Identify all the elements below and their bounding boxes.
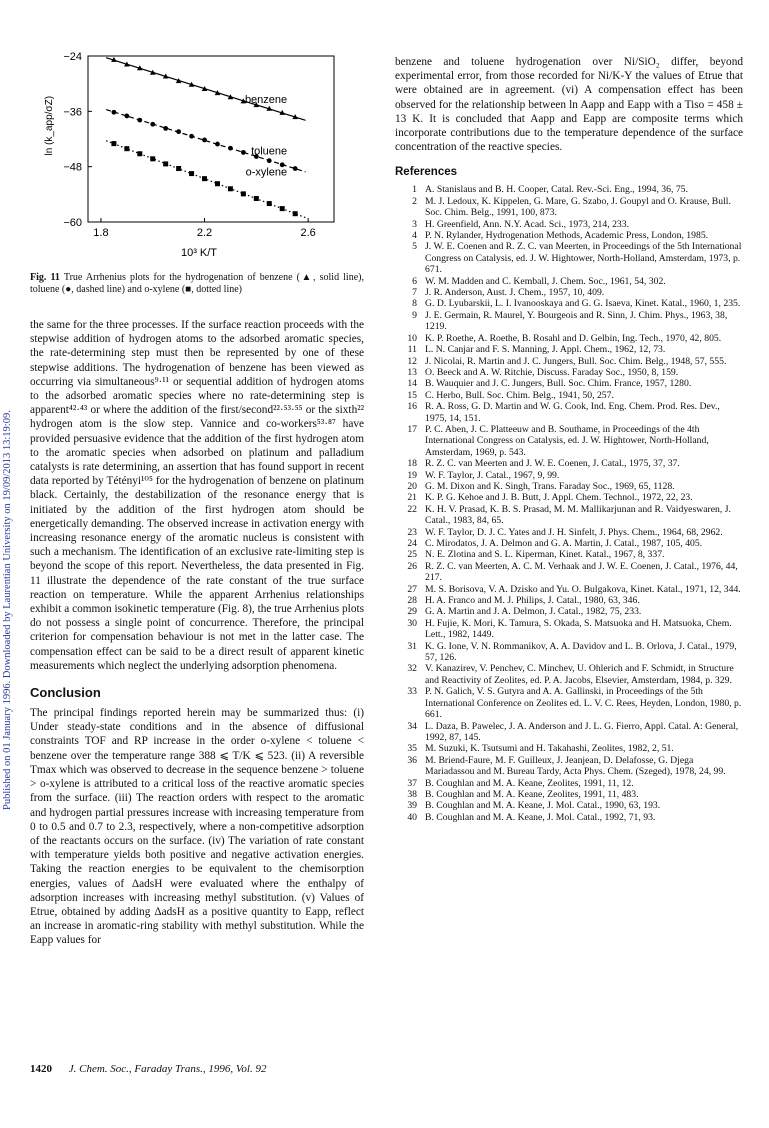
reference-number: 39: [407, 800, 417, 812]
reference-text: K. G. Ione, V. N. Rommanikov, A. A. Davidov and L. B. Orlova, J. Catal., 1979, 57, 126.: [425, 640, 737, 664]
reference-text: M. S. Borisova, V. A. Dzisko and Yu. O. Bulgakova, Kinet. Katal., 1971, 12, 344.: [425, 583, 741, 595]
reference-number: 40: [407, 811, 417, 823]
reference-item: [395, 618, 743, 641]
reference-item: [395, 800, 743, 811]
reference-text: K. H. V. Prasad, K. B. S. Prasad, M. M. Mallikarjunan and R. Vaidyeswaren, J. Catal., 1983, 84, 65.: [425, 503, 731, 527]
reference-item: [395, 298, 743, 309]
reference-text: B. Coughlan and M. A. Keane, Zeolites, 1991, 11, 483.: [425, 788, 639, 800]
reference-number: 18: [407, 458, 417, 470]
reference-text: H. A. Franco and M. J. Philips, J. Catal., 1980, 63, 346.: [425, 595, 640, 607]
reference-item: [395, 196, 743, 219]
reference-number: 3: [412, 218, 417, 230]
reference-text: G. A. Martin and J. A. Delmon, J. Catal., 1982, 75, 233.: [425, 606, 642, 618]
reference-item: [395, 276, 743, 287]
reference-number: 29: [407, 606, 417, 618]
left-column: [30, 48, 364, 948]
reference-text: G. M. Dixon and K. Singh, Trans. Faraday Soc., 1969, 65, 1128.: [425, 480, 675, 492]
reference-item: [395, 470, 743, 481]
reference-number: 12: [407, 355, 417, 367]
reference-text: N. E. Zlotina and S. L. Kiperman, Kinet. Katal., 1967, 8, 337.: [425, 549, 665, 561]
reference-number: 27: [407, 583, 417, 595]
y-tick-label: −36: [63, 106, 82, 119]
data-point-o-xylene: [215, 181, 220, 186]
reference-text: J. E. Germain, R. Maurel, Y. Bourgeois and R. Sinn, J. Chim. Phys., 1963, 38, 1219.: [425, 309, 728, 333]
reference-item: [395, 310, 743, 333]
reference-text: B. Coughlan and M. A. Keane, Zeolites, 1991, 11, 12.: [425, 777, 634, 789]
plot-frame: [88, 56, 334, 222]
reference-text: M. Suzuki, K. Tsutsumi and H. Takahashi, Zeolites, 1982, 2, 51.: [425, 743, 674, 755]
reference-text: L. N. Canjar and F. S. Manning, J. Appl. Chem., 1962, 12, 73.: [425, 344, 666, 356]
reference-item: [395, 686, 743, 720]
reference-text: M. J. Ledoux, K. Kippelen, G. Mare, G. Szabo, J. Goupyl and O. Krause, Bull. Soc. Chim. Belg., 1991, 100, 873.: [425, 195, 731, 219]
reference-item: [395, 606, 743, 617]
conclusion-heading: Conclusion: [30, 685, 101, 701]
reference-item: [395, 356, 743, 367]
reference-number: 1: [412, 184, 417, 196]
x-tick-label: 2.6: [300, 227, 316, 239]
reference-item: [395, 721, 743, 744]
reference-number: 28: [407, 595, 417, 607]
reference-item: [395, 230, 743, 241]
reference-number: 19: [407, 469, 417, 481]
reference-number: 20: [407, 480, 417, 492]
reference-number: 5: [412, 241, 417, 253]
data-point-toluene: [150, 122, 155, 127]
reference-item: [395, 333, 743, 344]
reference-item: [395, 367, 743, 378]
reference-text: W. M. Madden and C. Kemball, J. Chem. Soc., 1961, 54, 302.: [425, 275, 666, 287]
data-point-toluene: [189, 134, 194, 139]
reference-text: J. R. Anderson, Aust. J. Chem., 1957, 10, 409.: [425, 287, 605, 299]
data-point-o-xylene: [267, 201, 272, 206]
data-point-toluene: [202, 138, 207, 143]
data-point-o-xylene: [280, 206, 285, 211]
data-point-o-xylene: [228, 186, 233, 191]
references-list: [395, 184, 743, 823]
reference-item: [395, 527, 743, 538]
reference-text: R. Z. C. van Meerten and J. W. E. Coenen, J. Catal., 1975, 37, 37.: [425, 458, 680, 470]
reference-number: 21: [407, 492, 417, 504]
journal-citation: J. Chem. Soc., Faraday Trans., 1996, Vol. 92: [68, 1063, 267, 1075]
data-point-toluene: [176, 129, 181, 134]
reference-text: O. Beeck and A. W. Ritchie, Discuss. Faraday Soc., 1950, 8, 159.: [425, 366, 679, 378]
data-point-toluene: [124, 114, 129, 119]
data-point-o-xylene: [163, 161, 168, 166]
page-footer: [30, 1063, 266, 1075]
y-tick-label: −60: [63, 217, 82, 229]
data-point-o-xylene: [241, 191, 246, 196]
reference-text: H. Fujie, K. Mori, K. Tamura, S. Okada, S. Matsuoka and H. Matsuoka, Chem. Lett., 1982, 1449.: [425, 617, 732, 641]
reference-item: [395, 184, 743, 195]
reference-text: A. Stanislaus and B. H. Cooper, Catal. Rev.-Sci. Eng., 1994, 36, 75.: [425, 184, 688, 196]
caption-label: Fig. 11: [30, 272, 60, 283]
data-point-o-xylene: [150, 156, 155, 161]
data-point-o-xylene: [137, 151, 142, 156]
reference-item: [395, 241, 743, 275]
reference-number: 15: [407, 389, 417, 401]
reference-item: [395, 549, 743, 560]
reference-number: 26: [407, 560, 417, 572]
reference-number: 14: [407, 378, 417, 390]
reference-number: 32: [407, 663, 417, 675]
reference-text: K. P. Roethe, A. Roethe, B. Rosahl and D. Gelbin, Ing. Tech., 1970, 42, 805.: [425, 332, 722, 344]
reference-text: C. Mirodatos, J. A. Delmon and G. A. Martin, J. Catal., 1987, 105, 405.: [425, 538, 703, 550]
reference-number: 30: [407, 617, 417, 629]
reference-text: R. Z. C. van Meerten, A. C. M. Verhaak and J. W. E. Coenen, J. Catal., 1976, 44, 217.: [425, 560, 738, 584]
reference-text: B. Wauquier and J. C. Jungers, Bull. Soc. Chim. France, 1957, 1280.: [425, 378, 692, 390]
reference-item: [395, 641, 743, 664]
reference-number: 4: [412, 230, 417, 242]
data-point-o-xylene: [189, 171, 194, 176]
data-point-o-xylene: [202, 176, 207, 181]
reference-item: [395, 390, 743, 401]
x-axis-label: 10³ K/T: [180, 247, 218, 259]
reference-number: 23: [407, 526, 417, 538]
reference-text: J. Nicolai, R. Martin and J. C. Jungers, Bull. Soc. Chim. Belg., 1948, 57, 555.: [425, 355, 727, 367]
reference-text: P. N. Galich, V. S. Gutyra and A. A. Gallinski, in Proceedings of the 5th International Conference on Zeolites ed. L. V. C. Rees, Heyden, London, 1980, p. 661.: [425, 686, 742, 721]
sidebar-note-text: Published on 01 January 1996. Downloaded by Laurentian University on 19/09/2013 13:19:09.: [2, 410, 13, 810]
reference-number: 11: [407, 344, 417, 356]
data-point-toluene: [163, 126, 168, 131]
reference-item: [395, 458, 743, 469]
page-number: 1420: [30, 1063, 52, 1075]
reference-item: [395, 504, 743, 527]
reference-number: 6: [412, 275, 417, 287]
chart-svg: [30, 48, 364, 268]
reference-item: [395, 743, 743, 754]
reference-item: [395, 219, 743, 230]
publication-sidebar-note: [2, 250, 16, 810]
reference-item: [395, 595, 743, 606]
series-label-o-xylene: o-xylene: [245, 166, 288, 179]
data-point-o-xylene: [254, 196, 259, 201]
reference-number: 31: [407, 640, 417, 652]
reference-number: 34: [407, 720, 417, 732]
reference-text: H. Greenfield, Ann. N.Y. Acad. Sci., 1973, 214, 233.: [425, 218, 630, 230]
reference-number: 17: [407, 423, 417, 435]
reference-item: [395, 492, 743, 503]
y-tick-label: −48: [63, 161, 82, 174]
reference-item: [395, 561, 743, 584]
reference-item: [395, 378, 743, 389]
data-point-o-xylene: [176, 166, 181, 171]
reference-number: 25: [407, 549, 417, 561]
reference-text: V. Kanazirev, V. Penchev, C. Minchev, U. Ohlerich and F. Schmidt, in Structure and Reactivity of Zeolites, ed. P. A. Jacobs, Elsevier, Amsterdam, 1984, p. 329.: [425, 663, 734, 686]
data-point-toluene: [267, 158, 272, 163]
data-point-o-xylene: [111, 141, 116, 146]
reference-text: L. Daza, B. Pawelec, J. A. Anderson and J. L. G. Fierro, Appl. Catal. A: General, 1992, 87, 145.: [425, 720, 739, 743]
reference-number: 10: [407, 332, 417, 344]
reference-item: [395, 584, 743, 595]
reference-number: 7: [412, 287, 417, 299]
reference-text: B. Coughlan and M. A. Keane, J. Mol. Catal., 1992, 71, 93.: [425, 811, 656, 823]
series-label-benzene: benzene: [244, 93, 288, 106]
data-point-toluene: [215, 142, 220, 147]
data-point-toluene: [228, 146, 233, 151]
reference-item: [395, 755, 743, 778]
reference-text: R. A. Ross, G. D. Martin and W. G. Cook, Ind. Eng. Chem. Prod. Res. Dev., 1975, 14, 151.: [425, 401, 720, 424]
reference-text: M. Briend-Faure, M. F. Guilleux, J. Jeanjean, D. Delafosse, G. Djega Mariadassou and M. Bureau Tardy, Acta Phys. Chem. (Szeged), 1978, 24, 99.: [425, 754, 726, 778]
y-tick-label: −24: [63, 51, 82, 63]
data-point-toluene: [137, 118, 142, 123]
reference-item: [395, 481, 743, 492]
body-paragraph-right: benzene and toluene hydrogenation over Ni/SiO₂ differ, beyond experimental error, from those recorded for Ni/K-Y the values of Etrue that were obtained are in agreement. (vi) A compensation effect has been observed for the relationship between ln Aapp and Eapp with a Tiso = 458 ± 13 K. It is concluded that Aapp and Eapp are composite terms which incorporate contributions due to the temperature dependence of the surface concentration of the reactive species.: [395, 56, 743, 154]
reference-number: 24: [407, 538, 417, 550]
body-paragraph-left: the same for the three processes. If the surface reaction proceeds with the stepwise addition of hydrogen atoms to the adsorbed aromatic species, the rate-determining step must then be represented by one of these stepwise additions. The hydrogenation of benzene has been viewed as occurring via simultaneous⁹·¹¹ or sequential addition of hydrogen atoms to the adsorbed aromatic species where no rate-determining step is apparent⁴²·⁴³ or where the addition of the first/second²²·⁵³·⁵⁵ or the sixth²² hydrogen atom is the slow step. Vannice and co-workers⁵³·⁸⁷ have provided persuasive evidence that the addition of the first hydrogen atom to the aromatic species when adsorbed on platinum and palladium catalysts is rate determining, an assertion that has found support in recent data reported by Tétényi¹⁰⁵ for the hydrogenation of benzene on platinum black. Certainly, the destabilization of the resonance energy that is initiated by the addition of the first hydrogen atom should be energetically demanding. The observed increase in activation energy with increasing resonance energy of the aromatic nucleus is consistent with such a mechanism. The identification of an exclusive rate-limiting step is beyond the scope of this report. Nevertheless, the data presented in Fig. 11 illustrate the dependence of the rate constant of the true surface reaction on temperature. While the apparent Arrhenius relationships exhibit a common isokinetic temperature (Fig. 8), the true Arrhenius plots do not possess a single point of concurrence. Therefore, the principal criterion for compensation behaviour is not met in the latter case. The compensation effect can be said to be a direct result of apparent kinetic measurements which neglect the underlying adsorption phenomena.: [30, 319, 364, 672]
series-label-toluene: toluene: [251, 145, 288, 158]
reference-text: W. F. Taylor, D. J. C. Yates and J. H. Sinfelt, J. Phys. Chem., 1964, 68, 2962.: [425, 526, 723, 538]
reference-number: 16: [407, 401, 417, 413]
reference-item: [395, 663, 743, 686]
caption-text: True Arrhenius plots for the hydrogenation of benzene (▲, solid line), toluene (●, dashed line) and o-xylene (■, dotted line): [30, 272, 364, 295]
reference-text: K. P. G. Kehoe and J. B. Butt, J. Appl. Chem. Technol., 1972, 22, 23.: [425, 492, 693, 504]
reference-text: B. Coughlan and M. A. Keane, J. Mol. Catal., 1990, 63, 193.: [425, 800, 661, 812]
right-column: [395, 55, 743, 823]
figure-caption: [30, 272, 364, 296]
reference-number: 2: [412, 195, 417, 207]
reference-item: [395, 812, 743, 823]
y-axis-label: ln (k_app/σZ): [44, 95, 55, 156]
x-tick-label: 2.2: [196, 227, 213, 239]
reference-text: P. C. Aben, J. C. Platteeuw and B. Southame, in Proceedings of the 4th International Congress on Catalysis, ed. J. W. Hightower, North-Holland, Amsterdam, 1969, p. 543.: [425, 423, 709, 458]
x-tick-label: 1.8: [93, 227, 109, 239]
reference-number: 8: [412, 298, 417, 310]
data-point-toluene: [111, 110, 116, 115]
reference-number: 13: [407, 366, 417, 378]
reference-text: P. N. Rylander, Hydrogenation Methods, Academic Press, London, 1985.: [425, 230, 709, 242]
reference-item: [395, 789, 743, 800]
data-point-toluene: [241, 150, 246, 155]
data-point-o-xylene: [293, 211, 298, 216]
references-heading: References: [395, 166, 458, 179]
reference-text: J. W. E. Coenen and R. Z. C. van Meerten, in Proceedings of the 5th International Congress on Catalysis, ed. J. W. Hightower, North-Holland, Amsterdam, 1973, p. 671.: [425, 241, 742, 276]
reference-number: 33: [407, 686, 417, 698]
reference-number: 38: [407, 788, 417, 800]
reference-number: 9: [412, 309, 417, 321]
reference-text: C. Herbo, Bull. Soc. Chim. Belg., 1941, 50, 257.: [425, 389, 614, 401]
reference-number: 22: [407, 503, 417, 515]
reference-number: 36: [407, 754, 417, 766]
reference-item: [395, 778, 743, 789]
arrhenius-chart: [30, 48, 364, 268]
data-point-toluene: [293, 166, 298, 171]
data-point-o-xylene: [124, 146, 129, 151]
reference-item: [395, 424, 743, 458]
reference-text: W. F. Taylor, J. Catal., 1967, 9, 99.: [425, 469, 560, 481]
reference-item: [395, 287, 743, 298]
reference-item: [395, 344, 743, 355]
reference-number: 37: [407, 777, 417, 789]
conclusion-paragraph: The principal findings reported herein may be summarized thus: (i) Under steady-state conditions and in the absence of diffusional constraints TOF and RP increase in the order o-xylene < toluene < benzene over the temperature range 388 ⩽ T/K ⩽ 523. (ii) A reversible Tmax which was observed to decrease in the sequence benzene > toluene > o-xylene is attributed to a critical loss of the reactive aromatic species from the surface. (iii) The reaction orders with respect to the aromatic and hydrogen partial pressures increase with increasing temperature from 0 to 0.5 and 0.7 to 2.3, respectively, where a non-competitive adsorption of the reactants occurs on the surface. (iv) The variation of rate constant with temperature yields both positive and negative activation energies. Taking the reaction energies to be equivalent to the chemisorption energies, values of ΔadsH were evaluated where the enthalpy of adsorption increases with increasing methyl substitution. (v) Values of Etrue, obtained by adding ΔadsH as a positive quantity to Eapp, reflect an increase in aromatic-ring stability with methyl substitution. While the Eapp values for: [30, 707, 364, 947]
reference-text: G. D. Lyubarskii, L. I. Ivanooskaya and G. G. Isaeva, Kinet. Katal., 1960, 1, 235.: [425, 298, 741, 310]
reference-item: [395, 538, 743, 549]
reference-item: [395, 401, 743, 424]
reference-number: 35: [407, 743, 417, 755]
